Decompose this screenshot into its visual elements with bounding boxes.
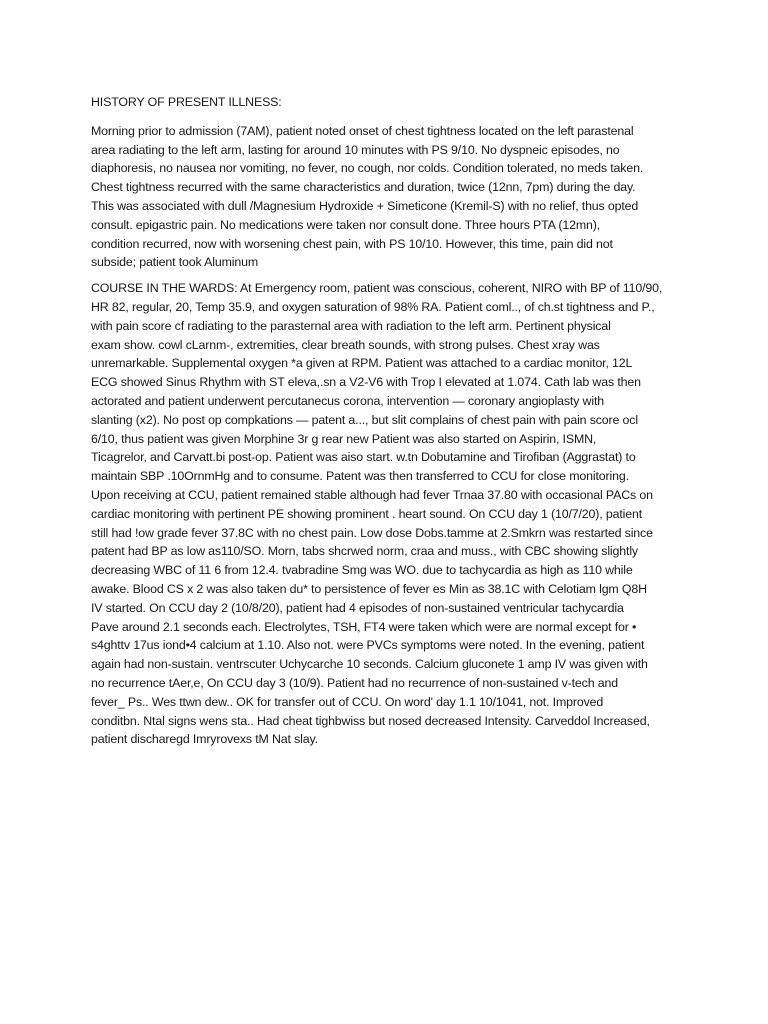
text-line: 6/10, thus patient was given Morphine 3r g rear new Patient was also started on Aspirin, ISMN, [91, 431, 597, 446]
text-line: ECG showed Sinus Rhythm with ST eleva,.sn a V2-V6 with Trop I elevated at 1.074. Cath lab was then [91, 375, 641, 390]
text-line: unremarkable. Supplemental oxygen *a given at RPM. Patient was attached to a cardiac monitor, 12L [91, 356, 633, 371]
text-line: awake. Blood CS x 2 was also taken du* to persistence of fever es Min as 38.1C with Celotiam lgm Q8H [91, 581, 647, 596]
text-line: COURSE IN THE WARDS: At Emergency room, patient was conscious, coherent, NIRO with BP of 110/90, [91, 281, 663, 296]
text-line: patent had BP as low as110/SO. Morn, tabs shcrwed norm, craa and muss., with CBC showing slightly [91, 544, 638, 559]
text-line: Morning prior to admission (7AM), patient noted onset of chest tightness located on the left parastenal [91, 123, 634, 138]
text-line: actorated and patient underwent percutanecus corona, intervention — coronary angioplasty with [91, 393, 604, 408]
document-page [91, 93, 691, 756]
text-line: with pain score cf radiating to the parasternal area with radiation to the left arm. Pertinent physical [91, 318, 611, 333]
text-line: subside; patient took Aluminum [91, 255, 259, 270]
text-line: exam show. cowl cLarnm-, extremities, clear breath sounds, with strong pulses. Chest xray was [91, 337, 600, 352]
text-line: consult. epigastric pain. No medications were taken nor consult done. Three hours PTA (12mn), [91, 217, 601, 232]
text-line: Ticagrelor, and Carvatt.bi post-op. Patient was aiso start. w.tn Dobutamine and Tirofiban (Aggrastat) to [91, 450, 636, 465]
section-heading-hpi: HISTORY OF PRESENT ILLNESS: [91, 95, 282, 109]
text-line: Upon receiving at CCU, patient remained stable although had fever Trnaa 37.80 with occasional PACs on [91, 487, 653, 502]
text-line: maintain SBP .10OrnmHg and to consume. Patent was then transferred to CCU for close monitoring. [91, 469, 629, 484]
text-line: Chest tightness recurred with the same characteristics and duration, twice (12nn, 7pm) during the day. [91, 180, 636, 195]
text-line: IV started. On CCU day 2 (10/8/20), patient had 4 episodes of non-sustained ventricular tachycardia [91, 600, 624, 615]
text-line: no recurrence tAer,e, On CCU day 3 (10/9). Patient had no recurrence of non-sustained v-tech and [91, 675, 618, 690]
text-line: decreasing WBC of 11 6 from 12.4. tvabradine Smg was WO. due to tachycardia as high as 110 while [91, 563, 633, 578]
text-line: diaphoresis, no nausea nor vomiting, no fever, no cough, nor colds. Condition tolerated, no meds taken. [91, 161, 644, 176]
text-line: conditbn. Ntal signs wens sta.. Had cheat tighbwiss but nosed decreased Intensity. Carveddol Increased, [91, 713, 650, 728]
text-line: slanting (x2). No post op compkations — patent a..., but slit complains of chest pain with pain score ocl [91, 412, 638, 427]
text-line: patient discharegd Imryrovexs tM Nat slay. [91, 732, 318, 747]
text-line: still had !ow grade fever 37.8C with no chest pain. Low dose Dobs.tamme at 2.Smkrn was restarted since [91, 525, 653, 540]
text-line: This was associated with dull /Magnesium Hydroxide + Simeticone (Kremil-S) with no relief, thus opted [91, 198, 639, 213]
text-line: HR 82, regular, 20, Temp 35.9, and oxygen saturation of 98% RA. Patient coml.., of ch.st tightness and P., [91, 299, 655, 314]
text-line: again had non-sustain. ventrscuter Uchycarche 10 seconds. Calcium gluconete 1 amp IV was given with [91, 657, 648, 672]
text-line: area radiating to the left arm, lasting for around 10 minutes with PS 9/10. No dyspneic episodes, no [91, 142, 620, 157]
course-in-wards-paragraph [91, 279, 691, 749]
text-line: cardiac monitoring with pertinent PE showing prominent . heart sound. On CCU day 1 (10/7/20), patient [91, 506, 642, 521]
hpi-paragraph [91, 122, 691, 272]
text-line: condition recurred, now with worsening chest pain, with PS 10/10. However, this time, pain did not [91, 236, 613, 251]
text-line: Pave around 2.1 seconds each. Electrolytes, TSH, FT4 were taken which were are normal except for • [91, 619, 637, 634]
text-line: fever_ Ps.. Wes ttwn dew.. OK for transfer out of CCU. On word' day 1.1 10/1041, not. Improved [91, 694, 604, 709]
text-line: s4ghttv 17us iond•4 calcium at 1.10. Also not. were PVCs symptoms were noted. In the evening, patient [91, 638, 645, 653]
